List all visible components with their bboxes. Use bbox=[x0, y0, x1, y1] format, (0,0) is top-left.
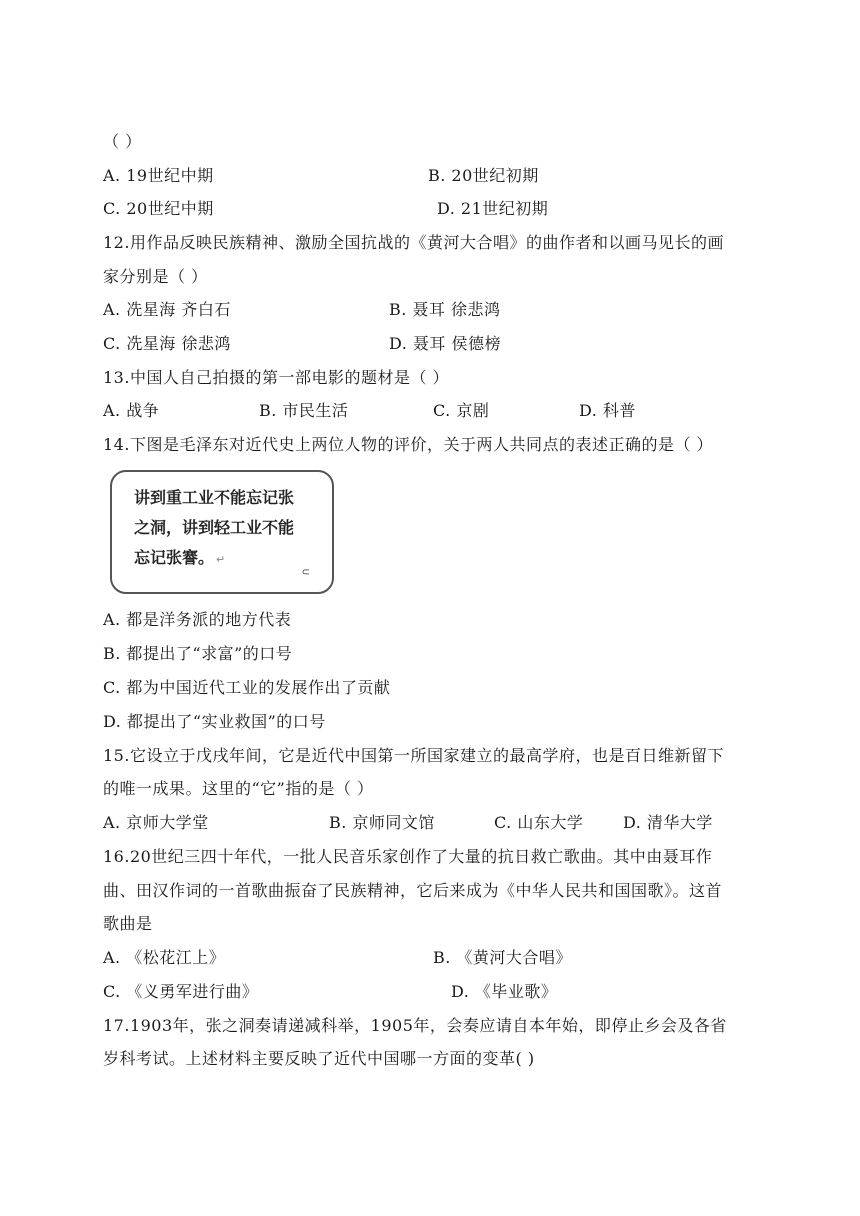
corner-mark-icon: ⊂ bbox=[301, 567, 310, 578]
quote-line-2: 之洞，讲到轻工业不能 bbox=[134, 518, 295, 537]
q16-stem-line3: 歌曲是 bbox=[103, 914, 153, 933]
q16-option-d: D. 《毕业歌》 bbox=[451, 982, 558, 1001]
q16-option-a: A. 《松花江上》 bbox=[103, 948, 226, 967]
q15-option-c: C. 山东大学 bbox=[494, 813, 584, 832]
q11-option-b: B. 20世纪初期 bbox=[428, 166, 539, 185]
q17-stem-line2: 岁科考试。上述材料主要反映了近代中国哪一方面的变革( ) bbox=[103, 1049, 535, 1068]
q17-stem-line1: 17.1903年，张之洞奏请递减科举，1905年，会奏应请自本年始，即停止乡会及各省 bbox=[103, 1016, 727, 1035]
q13-option-c: C. 京剧 bbox=[433, 401, 490, 420]
q15-stem-line1: 15.它设立于戊戌年间，它是近代中国第一所国家建立的最高学府，也是百日维新留下 bbox=[103, 746, 724, 765]
q14-option-b: B. 都提出了“求富”的口号 bbox=[103, 644, 293, 663]
quote-line-1: 讲到重工业不能忘记张 bbox=[134, 488, 295, 507]
q16-option-c: C. 《义勇军进行曲》 bbox=[103, 982, 259, 1001]
q12-stem-line1: 12.用作品反映民族精神、激励全国抗战的《黄河大合唱》的曲作者和以画马见长的画 bbox=[103, 233, 724, 252]
q16-stem-line2: 曲、田汉作词的一首歌曲振奋了民族精神，它后来成为《中华人民共和国国歌》。这首 bbox=[103, 881, 723, 900]
q11-answer-bracket: （ ） bbox=[103, 132, 142, 151]
q11-option-a: A. 19世纪中期 bbox=[103, 166, 214, 185]
quote-line-3: 忘记张謇。 bbox=[134, 548, 215, 567]
q12-stem-line2: 家分别是（ ） bbox=[103, 267, 208, 286]
q11-option-c: C. 20世纪中期 bbox=[103, 199, 214, 218]
q14-option-d: D. 都提出了“实业救国”的口号 bbox=[103, 712, 326, 731]
q13-option-d: D. 科普 bbox=[579, 401, 636, 420]
q15-option-a: A. 京师大学堂 bbox=[103, 813, 209, 832]
q12-option-c: C. 冼星海 徐悲鸿 bbox=[103, 334, 231, 353]
q14-option-c: C. 都为中国近代工业的发展作出了贡献 bbox=[103, 678, 391, 697]
q15-option-b: B. 京师同文馆 bbox=[329, 813, 435, 832]
q15-option-d: D. 清华大学 bbox=[623, 813, 713, 832]
q12-option-b: B. 聂耳 徐悲鸿 bbox=[389, 300, 501, 319]
q14-stem: 14.下图是毛泽东对近代史上两位人物的评价，关于两人共同点的表述正确的是（ ） bbox=[103, 435, 714, 454]
q13-option-a: A. 战争 bbox=[103, 401, 160, 420]
q12-option-d: D. 聂耳 侯德榜 bbox=[389, 334, 502, 353]
q15-stem-line2: 的唯一成果。这里的“它”指的是（ ） bbox=[103, 779, 374, 798]
q14-option-a: A. 都是洋务派的地方代表 bbox=[103, 610, 292, 629]
q13-option-b: B. 市民生活 bbox=[259, 401, 349, 420]
q16-stem-line1: 16.20世纪三四十年代，一批人民音乐家创作了大量的抗日救亡歌曲。其中由聂耳作 bbox=[103, 847, 713, 866]
q11-option-d: D. 21世纪初期 bbox=[437, 199, 549, 218]
return-arrow-icon: ↵ bbox=[216, 553, 226, 566]
quote-line-3-wrap bbox=[134, 548, 225, 570]
q16-option-b: B. 《黄河大合唱》 bbox=[433, 948, 572, 967]
quote-image-box bbox=[110, 470, 334, 594]
q12-option-a: A. 冼星海 齐白石 bbox=[103, 300, 231, 319]
q13-stem: 13.中国人自己拍摄的第一部电影的题材是（ ） bbox=[103, 368, 450, 387]
